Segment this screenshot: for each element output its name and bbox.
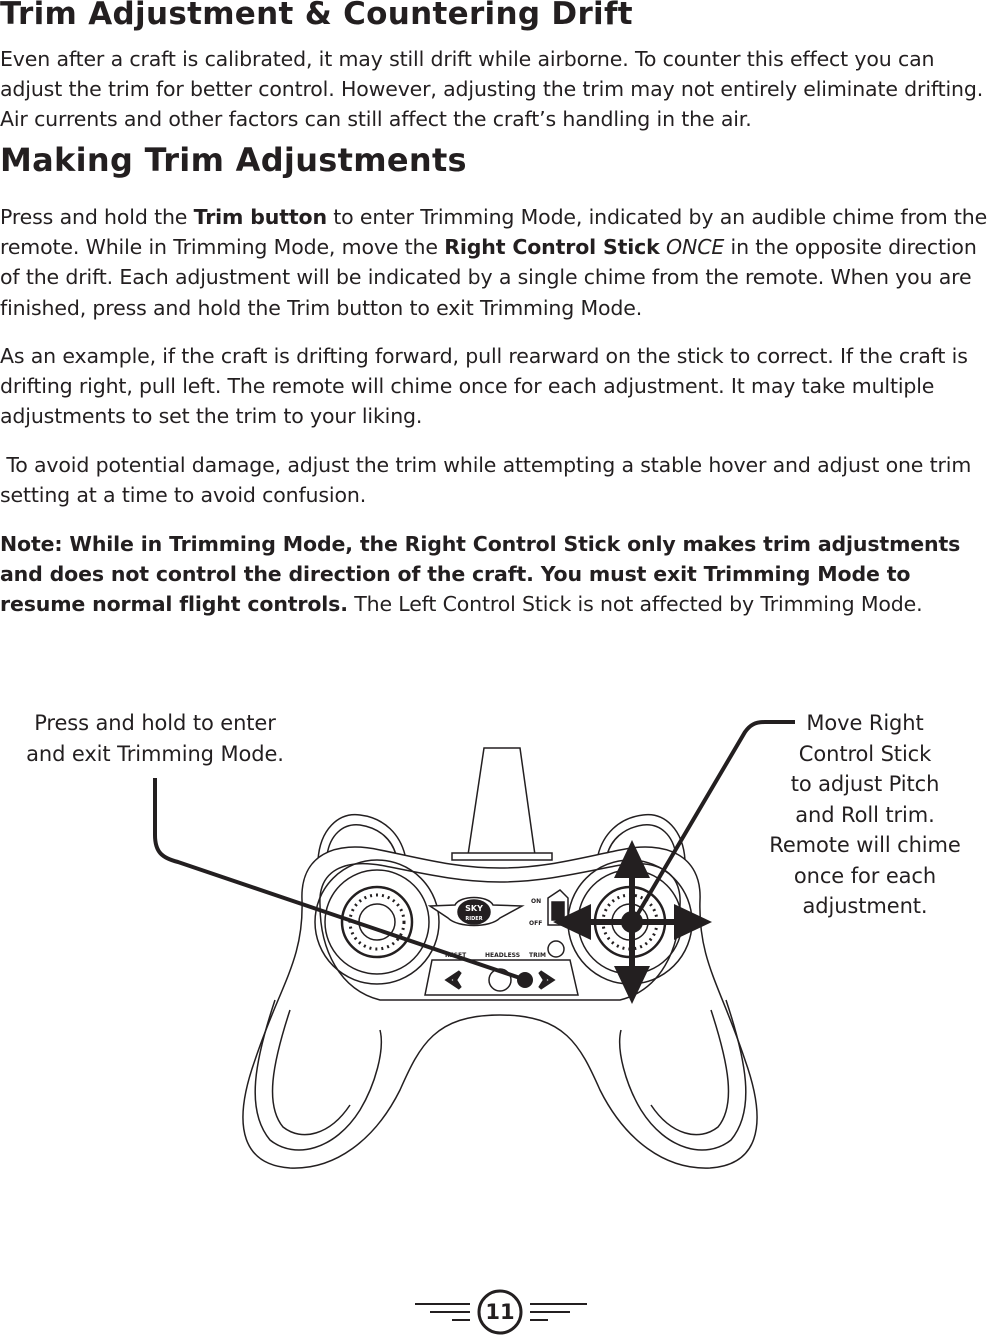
note-bold-text: Note: While in Trimming Mode, the Right Control Stick only makes trim adjustments and does not control the direction of the craft. You must exit Trimming Mode to resume normal flight controls. [0, 532, 961, 617]
callout-trim-button: Press and hold to enter and exit Trimming Mode. [26, 711, 284, 766]
intro-paragraph: Even after a craft is calibrated, it may still drift while airborne. To counter this effect you can adjust the trim for better control. However, adjusting the trim may not entirely eliminate drifting. Air currents and other factors can still affect the craft’s handling in the air. [0, 47, 984, 132]
page-number: 11 [485, 1300, 515, 1324]
trim-leader-dot [517, 972, 533, 988]
headless-label: HEADLESS [485, 952, 521, 959]
trim-label: TRIM [529, 952, 546, 959]
example-paragraph: As an example, if the craft is drifting forward, pull rearward on the stick to correct. If the craft is drifting right, pull left. The remote will chime once for each adjustment. It may take multiple adjustments to set the trim to your liking. [0, 344, 968, 429]
logo-text-sky: SKY [465, 904, 483, 913]
instructions-paragraph: Press and hold the Trim button to enter Trimming Mode, indicated by an audible chime from the remote. While in Trimming Mode, move the Right Control Stick ONCE in the opposite direction of the drift. Each adjustment will be indicated by a single chime from the remote. When you are finished, press and hold the Trim button to exit Trimming Mode. [0, 205, 988, 320]
switch-on-label: ON [531, 898, 542, 905]
callout-right-stick: Move Right Control Stick to adjust Pitch and Roll trim. Remote will chime once for each adjustment. [769, 711, 961, 918]
switch-off-label: OFF [529, 920, 543, 927]
note-paragraph: Note: While in Trimming Mode, the Right Control Stick only makes trim adjustments and does not control the direction of the craft. You must exit Trimming Mode to resume normal flight controls. The Left Control Stick is not affected by Trimming Mode. [0, 532, 961, 617]
section-heading: Making Trim Adjustments [0, 141, 467, 179]
right-control-stick-term: Right Control Stick [444, 235, 660, 260]
damage-paragraph: To avoid potential damage, adjust the trim while attempting a stable hover and adjust one trim setting at a time to avoid confusion. [0, 453, 978, 508]
trim-button-term: Trim button [193, 205, 327, 229]
once-emphasis: ONCE [666, 235, 725, 260]
antenna [468, 748, 535, 855]
logo-text-rider: RIDER [465, 916, 483, 922]
page-heading: Trim Adjustment & Countering Drift [0, 0, 633, 32]
reset-label: RESET [445, 952, 467, 959]
